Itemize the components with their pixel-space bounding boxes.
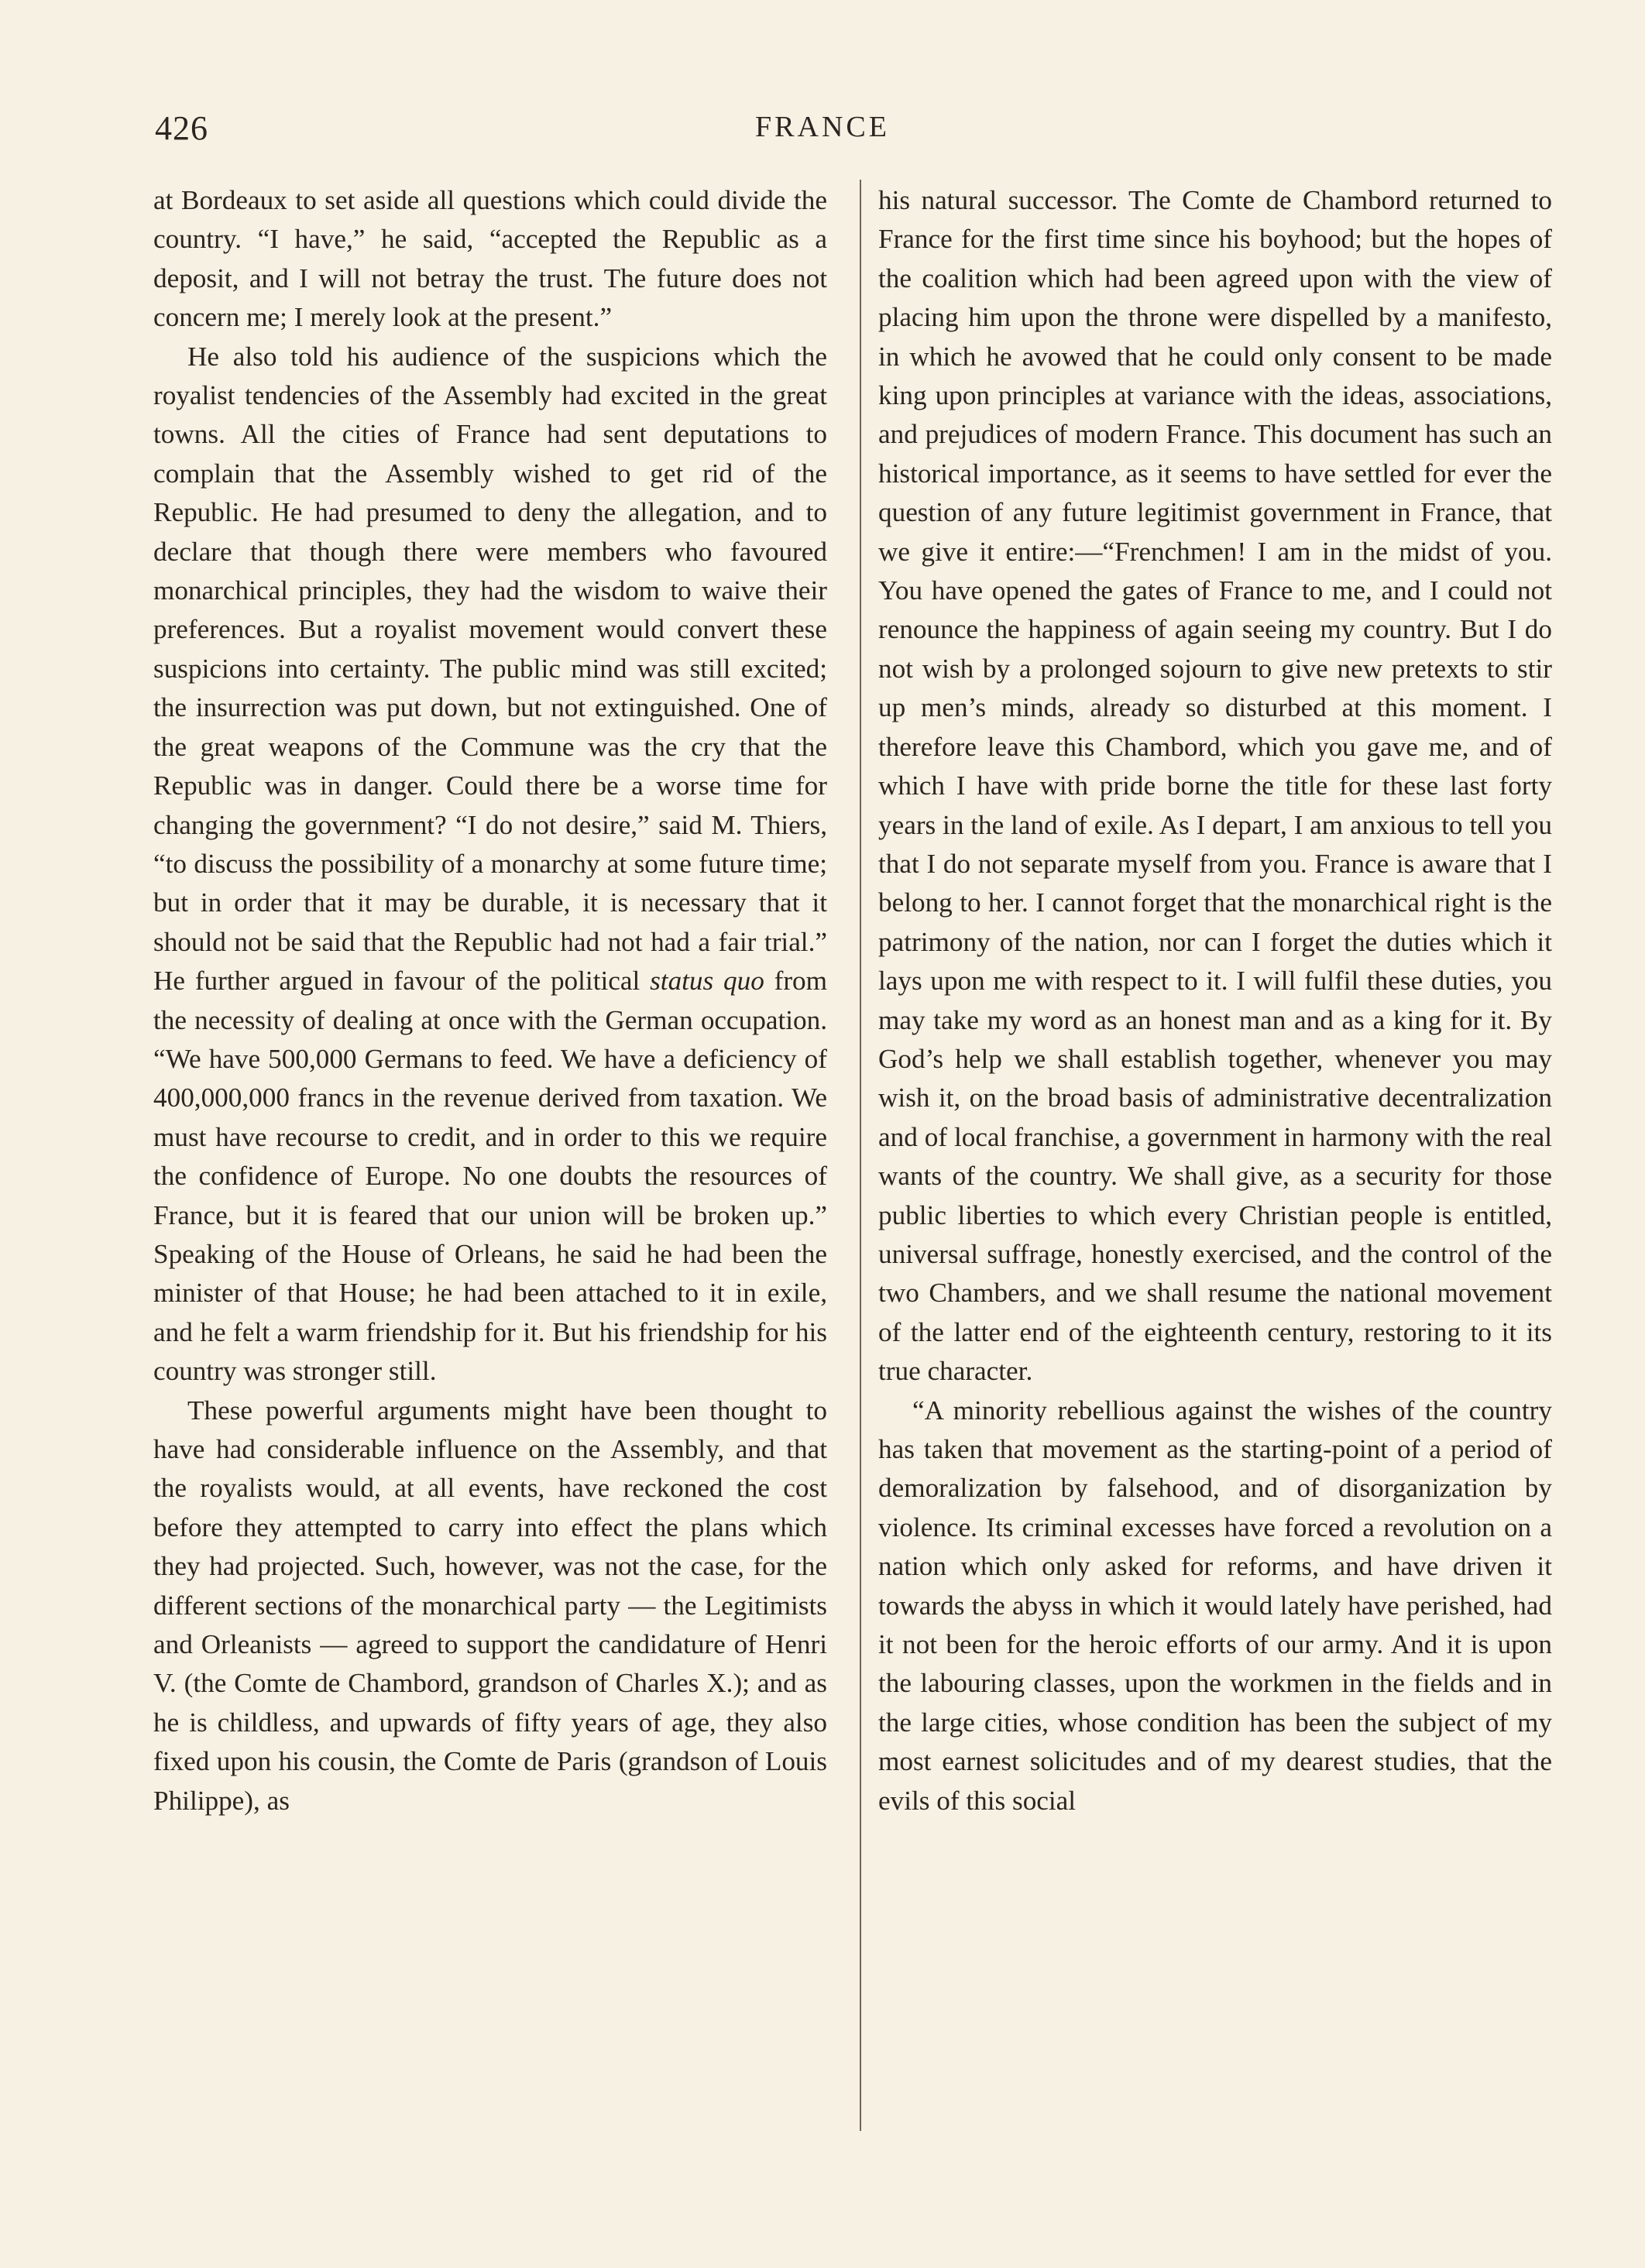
- left-paragraph-2-continuation: from the necessity of dealing at once with the German occupation. “We have 500,000 Germans to feed. We have a deficiency of 400,000,000 francs in the revenue derived from taxation. We must have recourse to credit, and in order to this we require the confidence of Europe. No one doubts the resources of France, but it is feared that our union will be broken up.” Speaking of the House of Orleans, he said he had been the minister of that House; he had been attached to it in exile, and he felt a warm friendship for it. But his friendship for his country was stronger still.: [153, 966, 828, 1387]
- left-paragraph-1: at Bordeaux to set aside all questions which could divide the country. “I have,” he said, “accepted the Republic as a deposit, and I will not betray the trust. The future does not concern me; I merely look at the present.”: [153, 185, 827, 333]
- left-paragraph-2-text: He also told his audience of the suspicions which the royalist tendencies of the Assembly had excited in the great towns. All the cities of France had sent deputations to complain that the Assembly wished to get rid of the Republic. He had presumed to deny the allegation, and to declare that though there were members who favoured monarchical principles, they had the wisdom to waive their preferences. But a royalist movement would convert these suspicions into certainty. The public mind was still excited; the insurrection was put down, but not extinguished. One of the great weapons of the Commune was the cry that the Republic was in danger. Could there be a worse time for changing the government? “I do not desire,” said M. Thiers, “to discuss the possibility of a monarchy at some future time; but in order that it may be durable, it is necessary that it should not be said that the Republic had not had a fair trial.” He further argued in favour of the political: [153, 341, 827, 997]
- status-quo-italic: status quo: [650, 966, 764, 997]
- running-title: FRANCE: [755, 111, 890, 143]
- right-paragraph-1: his natural successor. The Comte de Chambord returned to France for the first time since his boyhood; but the hopes of the coalition which had been agreed upon with the view of placing him upon the throne were dispelled by a manifesto, in which he avowed that he could only consent to be made king upon principles at variance with the ideas, associations, and prejudices of modern France. This document has such an historical importance, as it seems to have settled for ever the question of any future legitimist government in France, that we give it entire:—“Frenchmen! I am in the midst of you. You have opened the gates of France to me, and I could not renounce the happiness of again seeing my country. But I do not wish by a prolonged sojourn to give new pretexts to stir up men’s minds, already so disturbed at this moment. I therefore leave this Chambord, which you gave me, and of which I have with pride borne the title for these last forty years in the land of exile. As I depart, I am anxious to tell you that I do not separate myself from you. France is aware that I belong to her. I cannot forget that the monarchical right is the patrimony of the nation, nor can I forget the duties which it lays upon me with respect to it. I will fulfil these duties, you may take my word as an honest man and as a king for it. By God’s help we shall establish together, whenever you may wish it, on the broad basis of administrative decentralization and of local franchise, a government in harmony with the real wants of the country. We shall give, as a security for those public liberties to which every Christian people is entitled, universal suffrage, honestly exercised, and the control of the two Chambers, and we shall resume the national movement of the latter end of the eighteenth century, restoring to it its true character.: [878, 185, 1552, 1387]
- left-paragraph-2: [153, 338, 827, 1391]
- running-head: [0, 108, 1645, 155]
- left-paragraph-3: These powerful arguments might have been thought to have had considerable influence on the Assembly, and that the royalists would, at all events, have reckoned the cost before they attempted to carry into effect the plans which they had projected. Such, however, was not the case, for the different sections of the monarchical party — the Legitimists and Orleanists — agreed to support the candidature of Henri V. (the Comte de Chambord, grandson of Charles X.); and as he is childless, and upwards of fifty years of age, they also fixed upon his cousin, the Comte de Paris (grandson of Louis Philippe), as: [153, 1395, 827, 1816]
- left-column: [153, 181, 827, 1820]
- page-number: 426: [155, 109, 208, 147]
- column-divider: [860, 180, 861, 2131]
- right-column: [878, 181, 1552, 1820]
- right-paragraph-2: “A minority rebellious against the wishes of the country has taken that movement as the starting-point of a period of demoralization by falsehood, and of disorganization by violence. Its criminal excesses have forced a revolution on a nation which only asked for reforms, and have driven it towards the abyss in which it would lately have perished, had it not been for the heroic efforts of our army. And it is upon the labouring classes, upon the workmen in the fields and in the large cities, whose condition has been the subject of my most earnest solicitudes and of my dearest studies, that the evils of this social: [878, 1395, 1552, 1816]
